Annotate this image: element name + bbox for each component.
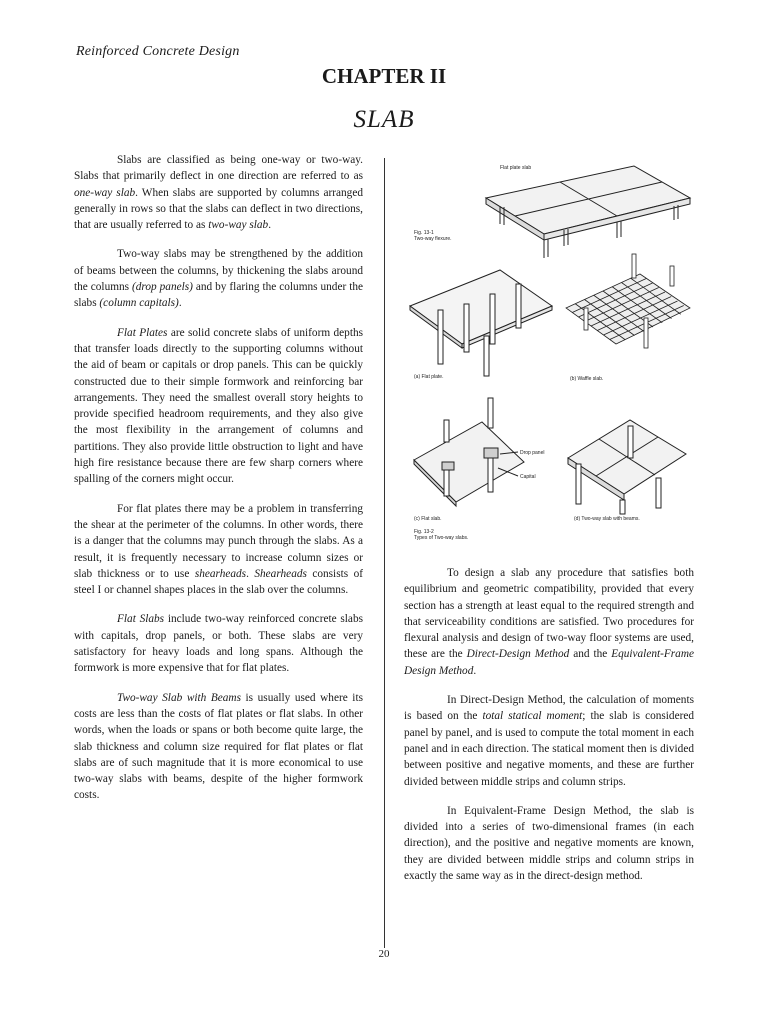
flat-plate-caption: (a) Flat plate. — [414, 374, 444, 380]
flat-plate-drawing — [410, 270, 552, 376]
column-divider — [384, 158, 385, 948]
fig-13-1-number: Fig. 13-1 — [414, 230, 434, 236]
two-way-beam-caption: (d) Two-way slab with beams. — [574, 516, 640, 522]
fig-13-2-caption: Types of Two-way slabs. — [414, 535, 469, 541]
chapter-label: CHAPTER II — [321, 64, 447, 88]
paragraph-shear: For flat plates there may be a problem in transferring the shear at the perimeter of the columns. In other words, there is a danger that the columns may punch through the slabs. As a result, it is frequently necessary to increase column sizes or slab thickness or to use shearheads. Shearheads consists of steel I or channel shapes places in the slab over the columns. — [74, 502, 364, 597]
paragraph-strengthening: Two-way slabs may be strengthened by the addition of beams between the columns, by thickening the slabs around the columns (drop panels) and by flaring the columns under the slabs (column capitals). — [74, 248, 363, 310]
paragraph-two-way-beams: Two-way Slab with Beams is usually used where its costs are less than the costs of flat plates or flat slabs. In other words, when the loads or spans or both become quite large, the slab thickness and column size required for flat plates or flat slabs are of such magnitude that it is more economical to use two-way slabs with beams, despite of the higher formwork costs. — [74, 691, 363, 802]
left-column — [74, 152, 363, 817]
paragraph-equivalent-frame: In Equivalent-Frame Design Method, the slab is divided into a series of two-dimensional frames (in each direction), and the positive and negative moments are known, they are divided between middle strips and column strips in exactly the same way as in the direct-design method. — [404, 804, 694, 883]
fig-13-2-number: Fig. 13-2 — [414, 529, 434, 535]
page-number: 20 — [378, 948, 390, 960]
flat-slab-caption: (c) Flat slab. — [414, 516, 442, 522]
paragraph-direct-design: In Direct-Design Method, the calculation of moments is based on the total statical moment; the slab is considered panel by panel, and is used to compute the total moment in each panel and in each direction. The statical moment then is divided between positive and negative moments, and these are further divided between middle strips and column strips. — [404, 694, 695, 788]
flat-plate-slab-drawing — [486, 166, 690, 258]
flat-slab-drawing — [414, 398, 524, 506]
paragraph-design-procedures: To design a slab any procedure that satisfies both equilibrium and geometric compatibility, provided that every section has a strength at least equal to the required strength and that serviceability conditions are satisfied. Two procedures for flexural analysis and design of two-way floor systems are used, these are the Direct-Design Method and the Equivalent-Frame Design Method. — [404, 567, 695, 677]
fig-13-1-caption: Two-way flexure. — [414, 236, 452, 242]
paragraph-flat-slabs: Flat Slabs include two-way reinforced concrete slabs with capitals, drop panels, or both. These slabs are very satisfactory for heavy loads and long spans. Although the formwork is more expensive that for flat plates. — [74, 613, 363, 675]
running-header: Reinforced Concrete Design — [76, 44, 240, 59]
drop-panel-label: Drop panel — [520, 450, 545, 456]
paragraph-flat-plates: Flat Plates are solid concrete slabs of uniform depths that transfer loads directly to the supporting columns without the aid of beam or capitals or drop panels. This can be quickly constructed due to their simple formwork and reinforcing bar arrangements. They need the smallest overall story heights to provide specified headroom requirements, and they also give the most flexibility in the arrangement of columns and partitions. They also provide little obstruction to light and have high fire resistance because there are few sharp corners where spalling of the corners might occur. — [74, 326, 363, 486]
two-way-beam-slab-drawing — [568, 420, 686, 514]
waffle-slab-drawing — [566, 254, 690, 348]
paragraph-classification: Slabs are classified as being one-way or two-way. Slabs that primarily deflect in one direction are referred to as one-way slab. When slabs are supported by columns arranged generally in rows so that the slabs can deflect in two directions, that are usually referred to as two-way slab. — [74, 154, 363, 232]
flat-plate-slab-label: Flat plate slab — [500, 165, 532, 171]
waffle-slab-caption: (b) Waffle slab. — [570, 376, 604, 382]
right-column — [404, 565, 694, 897]
capital-label: Capital — [520, 474, 536, 480]
chapter-title: SLAB — [353, 106, 415, 133]
slab-figure — [404, 158, 694, 548]
